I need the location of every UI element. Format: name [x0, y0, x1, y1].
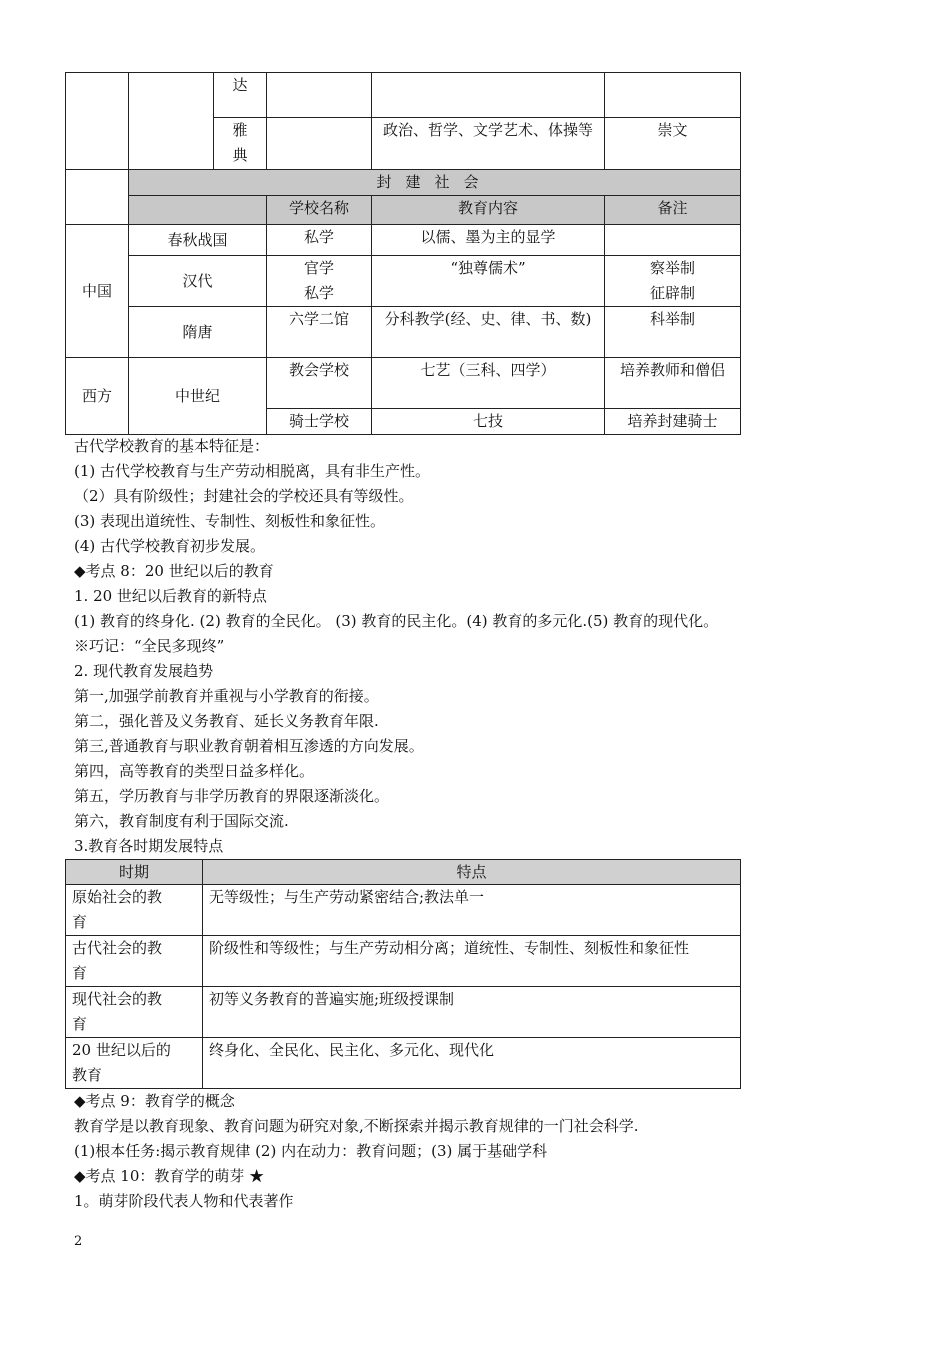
- period-cell: 古代社会的教 育: [66, 936, 203, 987]
- table-cell: [605, 73, 741, 118]
- text-line: (1) 教育的终身化. (2) 教育的全民化。 (3) 教育的民主化。(4) 教育的多元化.(5) 教育的现代化。: [74, 612, 719, 630]
- table-cell: [66, 73, 129, 170]
- body-text-block: [74, 434, 874, 859]
- period-cell: 20 世纪以后的 教育: [66, 1038, 203, 1089]
- text-line: 3.教育各时期发展特点: [74, 837, 224, 855]
- table-cell: 崇文: [605, 118, 741, 170]
- table-cell: 官学 私学: [267, 256, 372, 307]
- text-line: 1。萌芽阶段代表人物和代表著作: [74, 1192, 294, 1210]
- text-line: (4) 古代学校教育初步发展。: [74, 537, 266, 555]
- region-cell: 中国: [66, 225, 129, 358]
- text-line: 第五，学历教育与非学历教育的界限逐渐淡化。: [74, 787, 390, 805]
- section-heading: ◆考点 10：教育学的萌芽 ★: [74, 1167, 265, 1185]
- table-cell: 达: [214, 73, 267, 118]
- table-cell: [129, 196, 267, 225]
- table-cell: 科举制: [605, 307, 741, 358]
- text-line: 2. 现代教育发展趋势: [74, 662, 214, 680]
- period-cell: 春秋战国: [129, 225, 267, 256]
- table-cell: 六学二馆: [267, 307, 372, 358]
- table-cell: [605, 225, 741, 256]
- text-line: 第三,普通教育与职业教育朝着相互渗透的方向发展。: [74, 737, 424, 755]
- table-cell: [372, 73, 605, 118]
- table-cell: 七艺（三科、四学）: [372, 358, 605, 409]
- period-cell: 隋唐: [129, 307, 267, 358]
- table-cell: [267, 118, 372, 170]
- text-line: (1) 古代学校教育与生产劳动相脱离，具有非生产性。: [74, 462, 431, 480]
- education-periods-table: [65, 859, 741, 1089]
- feature-cell: 初等义务教育的普遍实施;班级授课制: [203, 987, 741, 1038]
- table-cell: 七技: [372, 409, 605, 435]
- column-header: 特点: [203, 860, 741, 885]
- table-cell: [66, 170, 129, 225]
- text-line: (3) 表现出道统性、专制性、刻板性和象征性。: [74, 512, 386, 530]
- text-line: （2）具有阶级性；封建社会的学校还具有等级性。: [74, 487, 414, 505]
- period-cell: 中世纪: [129, 358, 267, 435]
- table-cell: 雅典: [214, 118, 267, 170]
- table-cell: [267, 73, 372, 118]
- feature-cell: 无等级性；与生产劳动紧密结合;教法单一: [203, 885, 741, 936]
- table-cell: 骑士学校: [267, 409, 372, 435]
- table-cell: 察举制 征辟制: [605, 256, 741, 307]
- feature-cell: 终身化、全民化、民主化、多元化、现代化: [203, 1038, 741, 1089]
- section-heading: ◆考点 9：教育学的概念: [74, 1092, 235, 1110]
- feudal-society-header: 封建社会: [129, 170, 741, 196]
- period-cell: 汉代: [129, 256, 267, 307]
- text-line: 教育学是以教育现象、教育问题为研究对象,不断探索并揭示教育规律的一门社会科学.: [74, 1117, 639, 1135]
- period-cell: 现代社会的教 育: [66, 987, 203, 1038]
- section-heading: ◆考点 8：20 世纪以后的教育: [74, 562, 274, 580]
- column-header: 学校名称: [267, 196, 372, 225]
- table-cell: 培养教师和僧侣: [605, 358, 741, 409]
- text-line: 古代学校教育的基本特征是：: [74, 437, 270, 455]
- text-line: (1)根本任务:揭示教育规律 (2) 内在动力：教育问题；(3) 属于基础学科: [74, 1142, 548, 1160]
- period-cell: 原始社会的教 育: [66, 885, 203, 936]
- table-cell: 政治、哲学、文学艺术、体操等: [372, 118, 605, 170]
- column-header: 教育内容: [372, 196, 605, 225]
- text-line: 第一,加强学前教育并重视与小学教育的衔接。: [74, 687, 379, 705]
- text-line: ※巧记：“全民多现终”: [74, 637, 225, 655]
- text-line: 第六，教育制度有利于国际交流.: [74, 812, 289, 830]
- page-number: 2: [74, 1234, 83, 1249]
- column-header: 时期: [66, 860, 203, 885]
- body-text-block-2: [74, 1089, 874, 1214]
- text-line: 第二，强化普及义务教育、延长义务教育年限.: [74, 712, 379, 730]
- table-cell: “独尊儒术”: [372, 256, 605, 307]
- column-header: 备注: [605, 196, 741, 225]
- table-cell: 教会学校: [267, 358, 372, 409]
- table-cell: 私学: [267, 225, 372, 256]
- education-history-table: [65, 72, 741, 435]
- region-cell: 西方: [66, 358, 129, 435]
- text-line: 第四，高等教育的类型日益多样化。: [74, 762, 315, 780]
- table-cell: 培养封建骑士: [605, 409, 741, 435]
- table-cell: 以儒、墨为主的显学: [372, 225, 605, 256]
- text-line: 1. 20 世纪以后教育的新特点: [74, 587, 267, 605]
- table-cell: [129, 73, 214, 170]
- table-cell: 分科教学(经、史、律、书、数): [372, 307, 605, 358]
- feature-cell: 阶级性和等级性；与生产劳动相分离；道统性、专制性、刻板性和象征性: [203, 936, 741, 987]
